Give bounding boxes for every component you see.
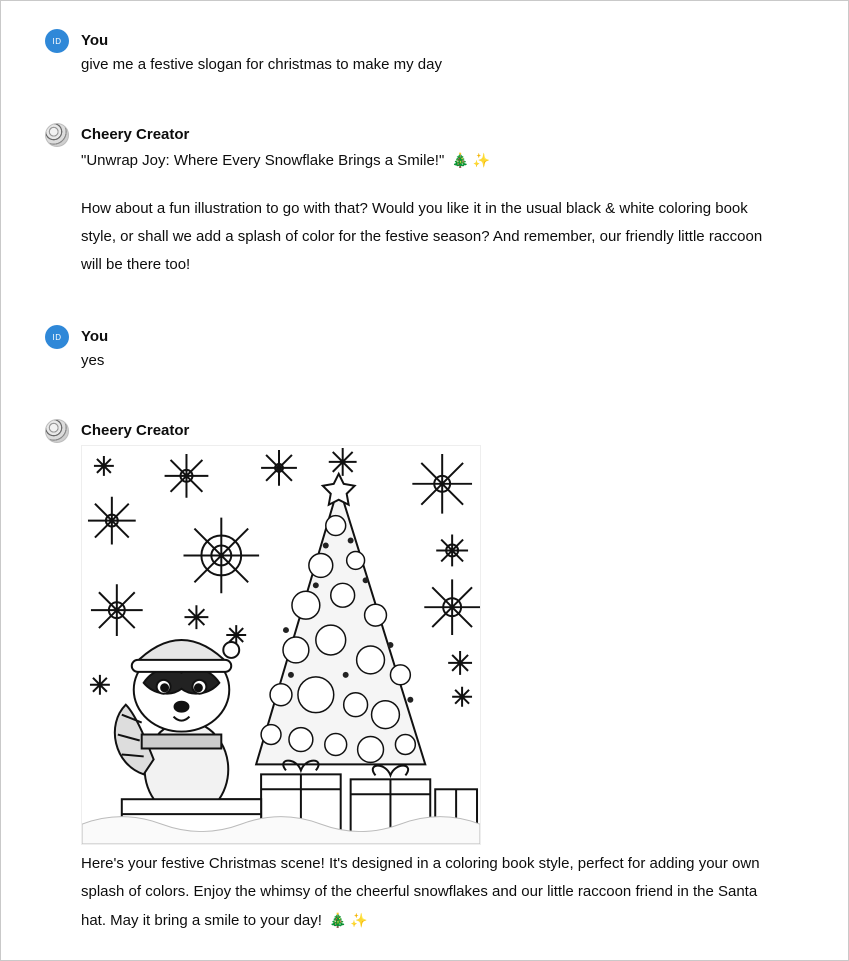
- snow-ground: [82, 817, 480, 844]
- message-text: yes: [81, 352, 105, 369]
- message-text: [81, 850, 781, 935]
- message-text: give me a festive slogan for christmas to make my day: [81, 56, 442, 73]
- author-name: You: [81, 32, 109, 49]
- assistant-avatar: [45, 123, 69, 147]
- message-text: How about a fun illustration to go with that? Would you like it in the usual black & white coloring book style, or shall we add a splash of color for the festive season? And remember, our friendly little raccoon will be there too!: [81, 200, 763, 273]
- author-name: You: [81, 328, 109, 345]
- author-name: Cheery Creator: [81, 126, 190, 143]
- tree-sparkle-emoji: 🎄 ✨: [451, 152, 491, 168]
- generated-image[interactable]: [81, 445, 481, 845]
- user-avatar: ID: [45, 29, 69, 53]
- message-body: Here's your festive Christmas scene! It's designed in a coloring book style, perfect for adding your own splash of colors. Enjoy the whimsy of the cheerful snowflakes and our little raccoon friend in the Santa hat. May it bring a smile to your day!: [81, 855, 760, 929]
- christmas-tree-raccoon-image: [82, 446, 480, 844]
- slogan: "Unwrap Joy: Where Every Snowflake Brings a Smile!": [81, 152, 445, 169]
- tree-sparkle-emoji: 🎄 ✨: [329, 912, 368, 928]
- author-name: Cheery Creator: [81, 422, 190, 439]
- slogan-text: [81, 146, 781, 175]
- assistant-avatar: [45, 419, 69, 443]
- user-avatar: ID: [45, 325, 69, 349]
